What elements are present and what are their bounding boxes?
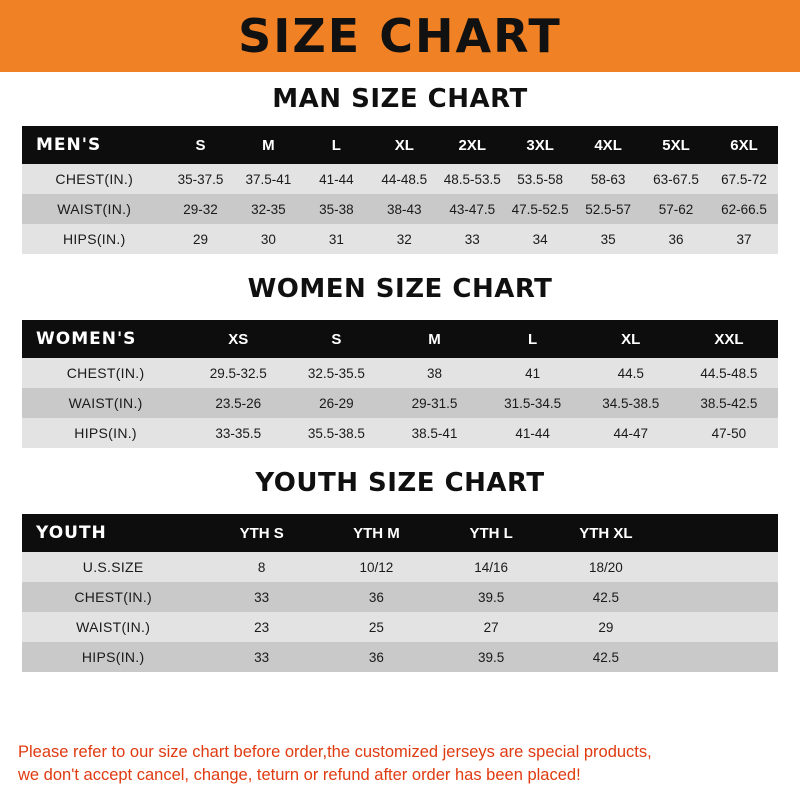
youth-chest-s: 33: [204, 582, 319, 612]
women-waist-s: 26-29: [287, 388, 385, 418]
men-col-4xl: 4XL: [574, 126, 642, 164]
table-header-row: [22, 514, 778, 552]
women-chest-xxl: 44.5-48.5: [680, 358, 778, 388]
men-hips-6xl: 37: [710, 224, 778, 254]
women-chest-m: 38: [385, 358, 483, 388]
youth-row-label-ussize: U.S.SIZE: [22, 552, 204, 582]
youth-chest-empty: [663, 582, 778, 612]
men-col-2xl: 2XL: [438, 126, 506, 164]
youth-chest-l: 39.5: [434, 582, 549, 612]
youth-waist-xl: 29: [549, 612, 664, 642]
note-line-2: we don't accept cancel, change, teturn or refund after order has been placed!: [18, 765, 581, 784]
youth-waist-s: 23: [204, 612, 319, 642]
table-row: [22, 194, 778, 224]
youth-chest-m: 36: [319, 582, 434, 612]
men-hips-m: 30: [234, 224, 302, 254]
men-row-label-hips: HIPS(IN.): [22, 224, 167, 254]
youth-waist-m: 25: [319, 612, 434, 642]
women-hips-xs: 33-35.5: [189, 418, 287, 448]
men-waist-xl: 38-43: [370, 194, 438, 224]
men-col-l: L: [302, 126, 370, 164]
table-row: [22, 418, 778, 448]
men-waist-l: 35-38: [302, 194, 370, 224]
women-waist-xl: 34.5-38.5: [582, 388, 680, 418]
women-row-label-waist: WAIST(IN.): [22, 388, 189, 418]
youth-waist-l: 27: [434, 612, 549, 642]
youth-col-xl: YTH XL: [549, 514, 664, 552]
men-waist-s: 29-32: [167, 194, 235, 224]
youth-row-header-label: YOUTH: [22, 514, 204, 552]
youth-ussize-m: 10/12: [319, 552, 434, 582]
section-title-women: WOMEN SIZE CHART: [247, 274, 553, 304]
women-row-label-chest: CHEST(IN.): [22, 358, 189, 388]
youth-hips-s: 33: [204, 642, 319, 672]
youth-hips-xl: 42.5: [549, 642, 664, 672]
youth-ussize-l: 14/16: [434, 552, 549, 582]
men-chest-4xl: 58-63: [574, 164, 642, 194]
table-row: [22, 224, 778, 254]
women-hips-s: 35.5-38.5: [287, 418, 385, 448]
men-col-3xl: 3XL: [506, 126, 574, 164]
men-chest-l: 41-44: [302, 164, 370, 194]
men-chest-2xl: 48.5-53.5: [438, 164, 506, 194]
table-row: [22, 642, 778, 672]
men-hips-3xl: 34: [506, 224, 574, 254]
men-col-5xl: 5XL: [642, 126, 710, 164]
men-chest-xl: 44-48.5: [370, 164, 438, 194]
women-col-l: L: [484, 320, 582, 358]
women-waist-l: 31.5-34.5: [484, 388, 582, 418]
men-row-label-chest: CHEST(IN.): [22, 164, 167, 194]
women-row-label-hips: HIPS(IN.): [22, 418, 189, 448]
men-hips-xl: 32: [370, 224, 438, 254]
women-waist-xxl: 38.5-42.5: [680, 388, 778, 418]
women-hips-m: 38.5-41: [385, 418, 483, 448]
women-col-xxl: XXL: [680, 320, 778, 358]
men-col-6xl: 6XL: [710, 126, 778, 164]
youth-col-m: YTH M: [319, 514, 434, 552]
women-col-m: M: [385, 320, 483, 358]
women-waist-xs: 23.5-26: [189, 388, 287, 418]
youth-col-empty: [663, 514, 778, 552]
men-waist-5xl: 57-62: [642, 194, 710, 224]
table-row: [22, 612, 778, 642]
women-chest-l: 41: [484, 358, 582, 388]
page-title: SIZE CHART: [238, 9, 562, 63]
youth-hips-m: 36: [319, 642, 434, 672]
men-chest-m: 37.5-41: [234, 164, 302, 194]
youth-ussize-s: 8: [204, 552, 319, 582]
youth-ussize-xl: 18/20: [549, 552, 664, 582]
youth-hips-l: 39.5: [434, 642, 549, 672]
men-hips-5xl: 36: [642, 224, 710, 254]
men-waist-4xl: 52.5-57: [574, 194, 642, 224]
women-col-xl: XL: [582, 320, 680, 358]
men-hips-4xl: 35: [574, 224, 642, 254]
women-row-header-label: WOMEN'S: [22, 320, 189, 358]
women-waist-m: 29-31.5: [385, 388, 483, 418]
youth-row-label-chest: CHEST(IN.): [22, 582, 204, 612]
table-row: [22, 582, 778, 612]
table-header-row: [22, 320, 778, 358]
men-waist-6xl: 62-66.5: [710, 194, 778, 224]
section-title-men: MAN SIZE CHART: [272, 84, 528, 114]
youth-col-l: YTH L: [434, 514, 549, 552]
men-chest-5xl: 63-67.5: [642, 164, 710, 194]
men-size-table: [22, 126, 778, 254]
men-waist-2xl: 43-47.5: [438, 194, 506, 224]
youth-row-label-waist: WAIST(IN.): [22, 612, 204, 642]
section-title-youth: YOUTH SIZE CHART: [255, 468, 545, 498]
women-col-s: S: [287, 320, 385, 358]
table-row: [22, 358, 778, 388]
women-hips-xl: 44-47: [582, 418, 680, 448]
youth-col-s: YTH S: [204, 514, 319, 552]
men-waist-3xl: 47.5-52.5: [506, 194, 574, 224]
note-line-1: Please refer to our size chart before order,the customized jerseys are special products,: [18, 743, 652, 762]
men-col-m: M: [234, 126, 302, 164]
men-chest-s: 35-37.5: [167, 164, 235, 194]
youth-size-table: [22, 514, 778, 672]
women-chest-xs: 29.5-32.5: [189, 358, 287, 388]
men-chest-6xl: 67.5-72: [710, 164, 778, 194]
table-header-row: [22, 126, 778, 164]
youth-chest-xl: 42.5: [549, 582, 664, 612]
chart-body: [0, 72, 800, 672]
men-hips-s: 29: [167, 224, 235, 254]
men-col-xl: XL: [370, 126, 438, 164]
men-waist-m: 32-35: [234, 194, 302, 224]
women-hips-l: 41-44: [484, 418, 582, 448]
table-row: [22, 164, 778, 194]
men-row-header-label: MEN'S: [22, 126, 167, 164]
men-col-s: S: [167, 126, 235, 164]
header-banner: [0, 0, 800, 72]
women-size-table: [22, 320, 778, 448]
men-hips-l: 31: [302, 224, 370, 254]
table-row: [22, 552, 778, 582]
men-chest-3xl: 53.5-58: [506, 164, 574, 194]
women-hips-xxl: 47-50: [680, 418, 778, 448]
youth-hips-empty: [663, 642, 778, 672]
order-policy-note: [0, 731, 800, 800]
table-row: [22, 388, 778, 418]
men-hips-2xl: 33: [438, 224, 506, 254]
women-col-xs: XS: [189, 320, 287, 358]
youth-ussize-empty: [663, 552, 778, 582]
youth-row-label-hips: HIPS(IN.): [22, 642, 204, 672]
youth-waist-empty: [663, 612, 778, 642]
women-chest-s: 32.5-35.5: [287, 358, 385, 388]
men-row-label-waist: WAIST(IN.): [22, 194, 167, 224]
women-chest-xl: 44.5: [582, 358, 680, 388]
